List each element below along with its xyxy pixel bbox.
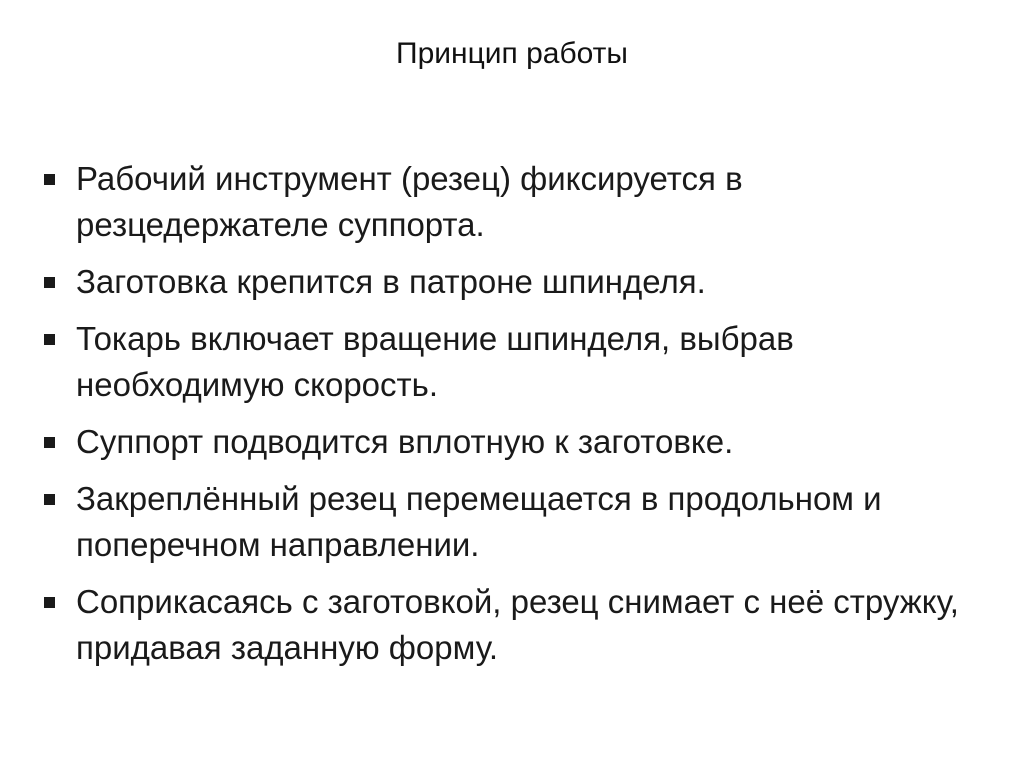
bullet-item (44, 316, 994, 408)
square-bullet-icon (44, 174, 55, 185)
square-bullet-icon (44, 334, 55, 345)
square-bullet-icon (44, 277, 55, 288)
bullet-item (44, 579, 994, 671)
bullet-item (44, 156, 994, 248)
bullet-item (44, 259, 994, 305)
square-bullet-icon (44, 597, 55, 608)
bullet-text: Токарь включает вращение шпинделя, выбрав необходимую скорость. (76, 320, 794, 403)
square-bullet-icon (44, 437, 55, 448)
square-bullet-icon (44, 494, 55, 505)
bullet-text: Заготовка крепится в патроне шпинделя. (76, 263, 706, 300)
bullet-text: Закреплённый резец перемещается в продольном и поперечном направлении. (76, 480, 882, 563)
bullet-item (44, 476, 994, 568)
bullet-text: Соприкасаясь с заготовкой, резец снимает с неё стружку, придавая заданную форму. (76, 583, 959, 666)
bullet-list (44, 156, 994, 682)
bullet-text: Суппорт подводится вплотную к заготовке. (76, 423, 734, 460)
slide-title: Принцип работы (396, 37, 628, 70)
bullet-text: Рабочий инструмент (резец) фиксируется в резцедержателе суппорта. (76, 160, 743, 243)
bullet-item (44, 419, 994, 465)
